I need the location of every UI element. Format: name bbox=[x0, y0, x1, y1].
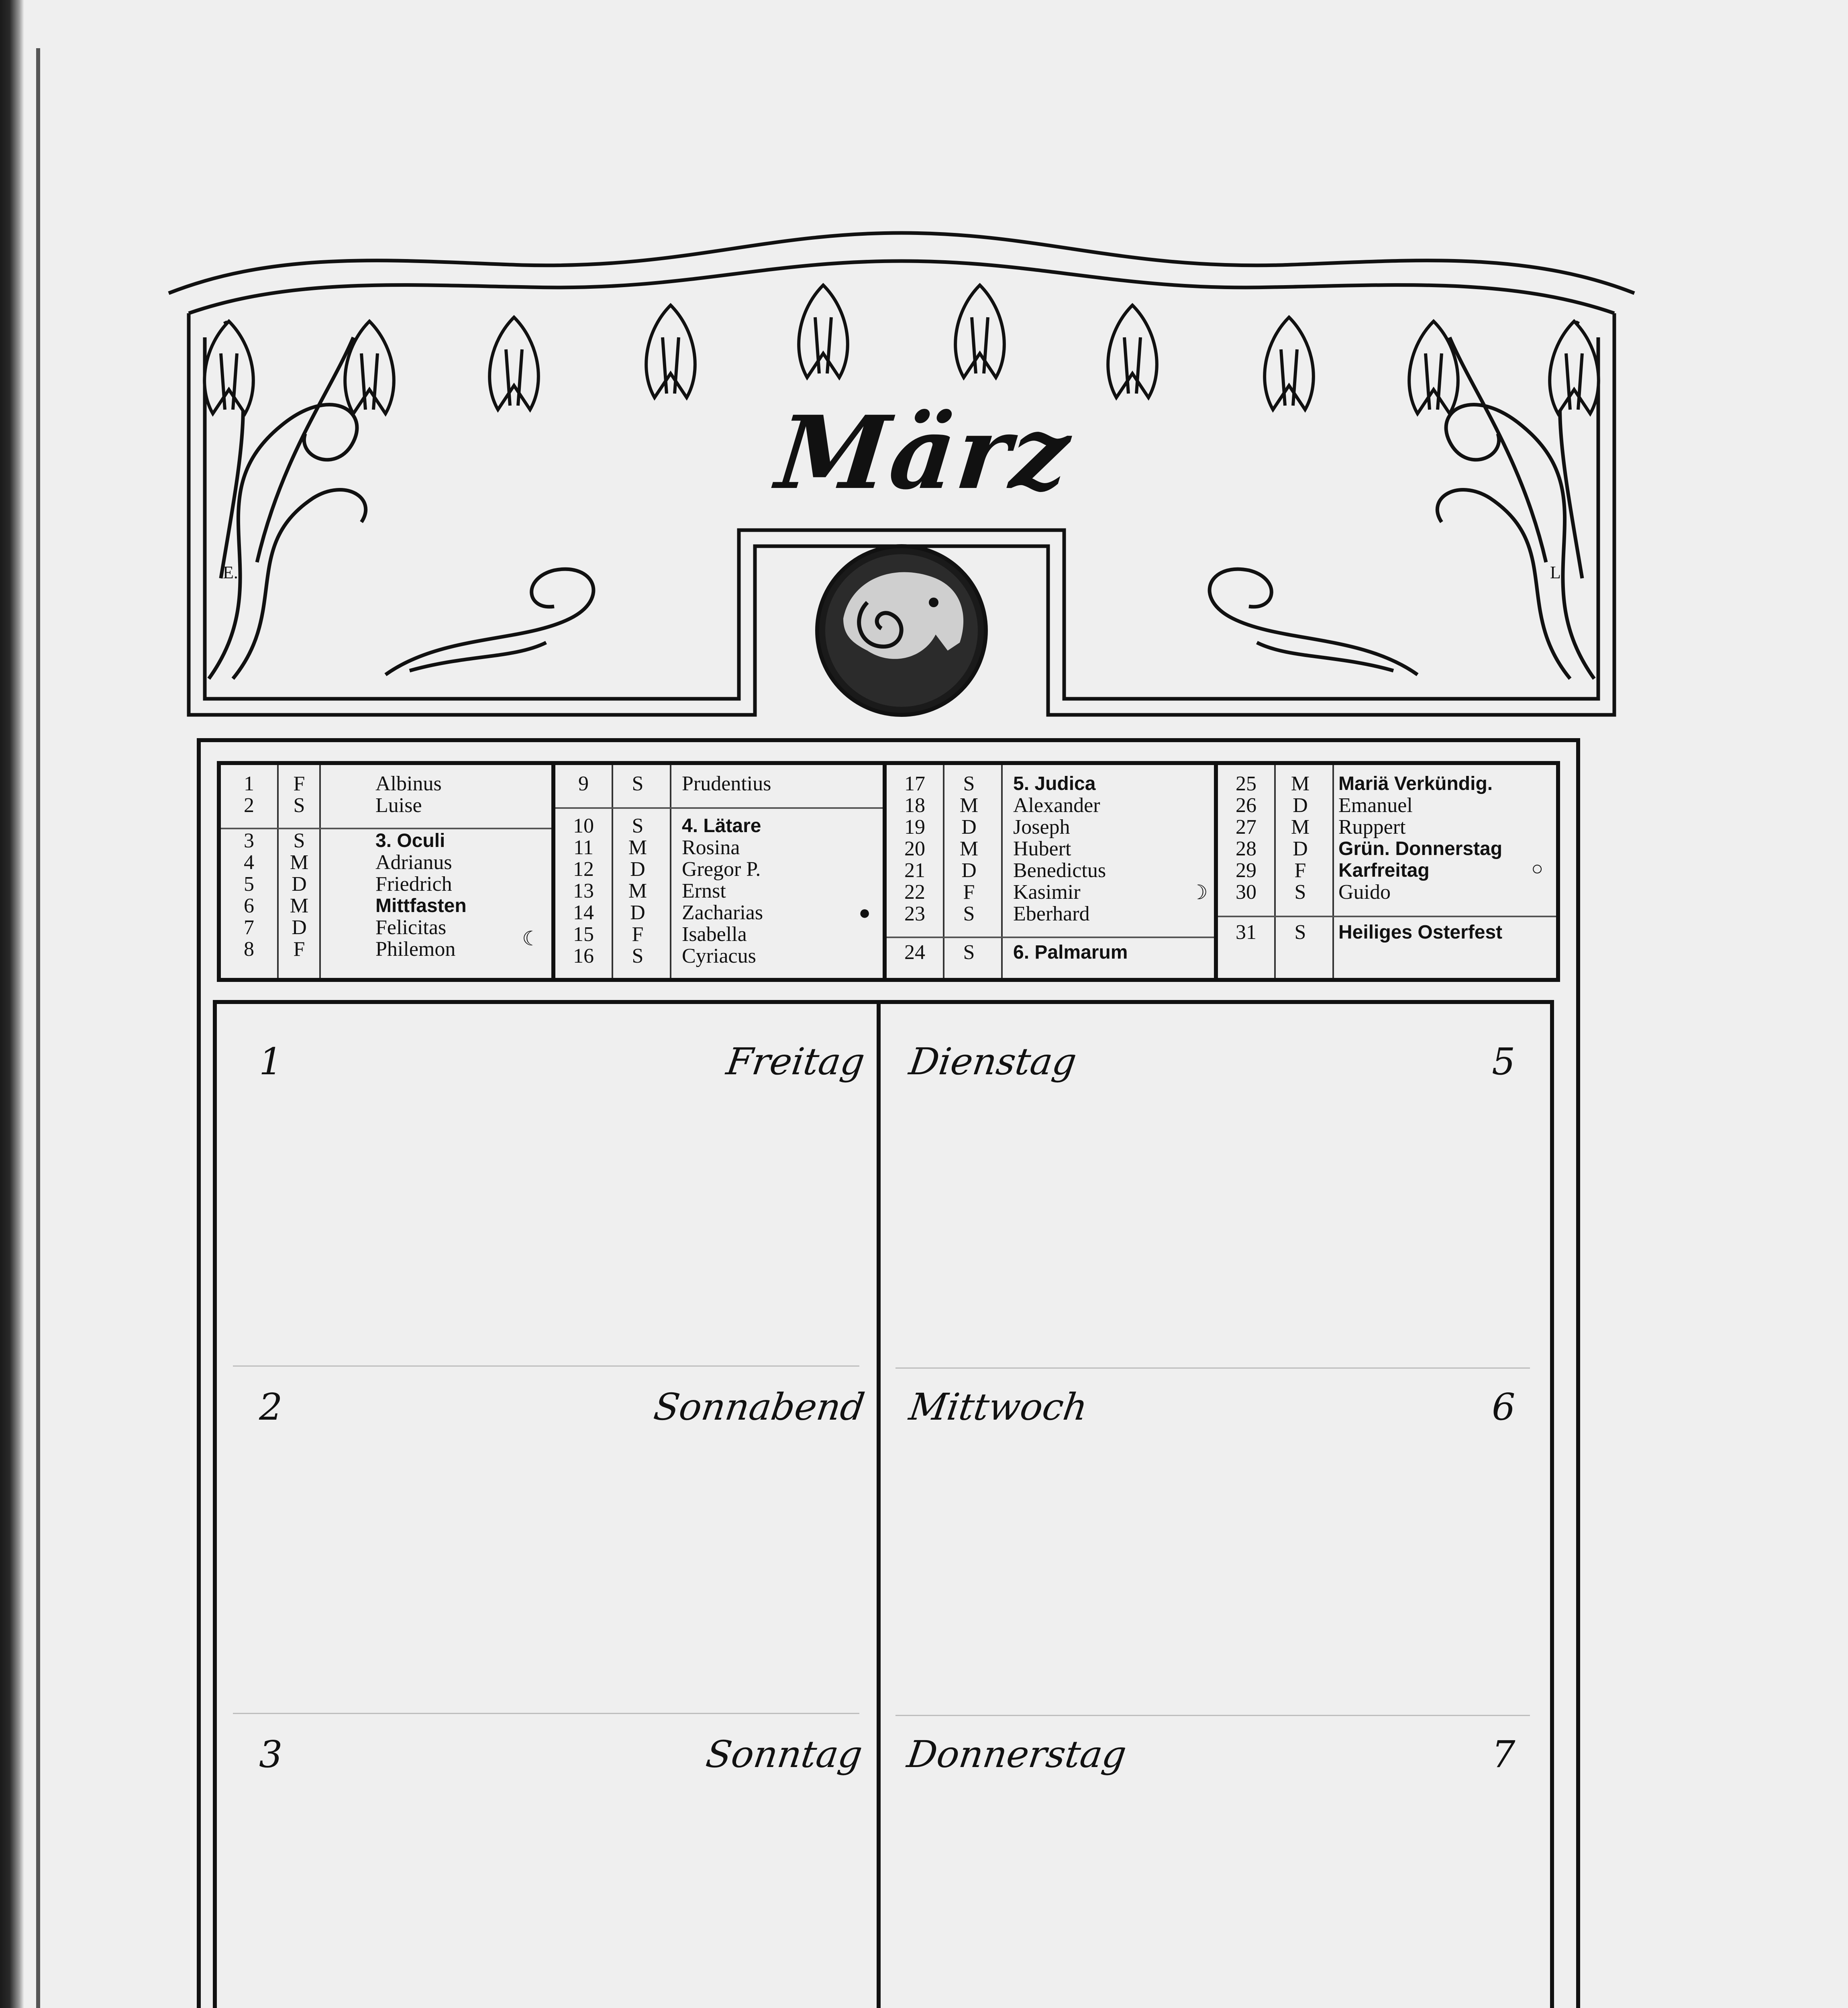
artist-initial-left: E. bbox=[223, 563, 238, 582]
day-separator bbox=[895, 1715, 1530, 1716]
saints-almanac-table bbox=[217, 761, 1560, 982]
almanac-row bbox=[555, 945, 883, 967]
almanac-row bbox=[555, 924, 883, 945]
almanac-date: 28 bbox=[1236, 837, 1256, 860]
almanac-row bbox=[221, 895, 551, 917]
almanac-date: 30 bbox=[1236, 881, 1256, 904]
almanac-saint-name: Adrianus bbox=[375, 851, 452, 874]
almanac-row bbox=[887, 773, 1214, 795]
almanac-saint-name: Cyriacus bbox=[682, 945, 756, 967]
almanac-date: 16 bbox=[573, 945, 594, 967]
almanac-date: 31 bbox=[1236, 921, 1256, 944]
almanac-saint-name: Felicitas bbox=[375, 916, 447, 939]
almanac-saint-name: 5. Judica bbox=[1013, 773, 1096, 794]
almanac-saint-name: Prudentius bbox=[682, 772, 771, 795]
almanac-saint-name: Joseph bbox=[1013, 816, 1070, 839]
almanac-date: 9 bbox=[578, 772, 589, 795]
almanac-divider bbox=[551, 765, 555, 978]
almanac-date: 20 bbox=[904, 837, 925, 860]
almanac-saint-name: Karfreitag bbox=[1338, 860, 1430, 881]
almanac-column-4 bbox=[1218, 765, 1556, 978]
almanac-date: 12 bbox=[573, 858, 594, 881]
almanac-row bbox=[887, 816, 1214, 838]
almanac-row bbox=[1218, 860, 1556, 882]
almanac-date: 24 bbox=[904, 941, 925, 964]
almanac-weekday: S bbox=[963, 941, 975, 964]
almanac-row bbox=[887, 795, 1214, 816]
almanac-row bbox=[1218, 816, 1556, 838]
almanac-row bbox=[221, 795, 551, 816]
day-separator bbox=[895, 1367, 1530, 1369]
almanac-date: 6 bbox=[244, 894, 254, 917]
day-name: Sonntag bbox=[703, 1733, 865, 1776]
almanac-saint-name: Hubert bbox=[1013, 837, 1071, 860]
almanac-saint-name: Alexander bbox=[1013, 794, 1100, 817]
almanac-weekday: S bbox=[293, 794, 305, 817]
month-title: März bbox=[771, 394, 1077, 512]
almanac-weekday: D bbox=[292, 873, 307, 896]
almanac-weekday: M bbox=[1291, 772, 1310, 795]
almanac-weekday: S bbox=[632, 945, 644, 967]
almanac-date: 29 bbox=[1236, 859, 1256, 882]
almanac-weekday: F bbox=[632, 923, 644, 946]
almanac-weekday: F bbox=[293, 938, 305, 961]
almanac-row bbox=[555, 859, 883, 880]
almanac-row bbox=[555, 773, 883, 795]
almanac-weekday: M bbox=[959, 794, 979, 817]
almanac-date: 7 bbox=[244, 916, 254, 939]
almanac-saint-name: Mariä Verkündig. bbox=[1338, 773, 1493, 794]
almanac-date: 19 bbox=[904, 816, 925, 839]
almanac-row bbox=[221, 873, 551, 895]
almanac-date: 13 bbox=[573, 880, 594, 902]
almanac-date: 10 bbox=[573, 814, 594, 837]
almanac-saint-name: Ernst bbox=[682, 880, 726, 902]
scan-edge-line bbox=[36, 48, 40, 2008]
day-number: 3 bbox=[259, 1733, 283, 1776]
day-number: 7 bbox=[1492, 1733, 1516, 1776]
aries-medallion-icon bbox=[817, 546, 986, 715]
almanac-row bbox=[887, 942, 1214, 963]
almanac-saint-name: Heiliges Osterfest bbox=[1338, 922, 1503, 943]
almanac-weekday: S bbox=[963, 902, 975, 925]
almanac-date: 21 bbox=[904, 859, 925, 882]
almanac-column-3 bbox=[887, 765, 1214, 978]
almanac-weekday: F bbox=[1294, 859, 1306, 882]
scan-edge-shadow bbox=[0, 0, 24, 2008]
almanac-saint-name: 4. Lätare bbox=[682, 815, 761, 837]
almanac-date: 17 bbox=[904, 772, 925, 795]
almanac-date: 5 bbox=[244, 873, 254, 896]
day-separator bbox=[233, 1365, 859, 1367]
moon-first-quarter-icon: ☽ bbox=[1190, 881, 1208, 904]
almanac-saint-name: Ruppert bbox=[1338, 816, 1406, 839]
almanac-row bbox=[887, 838, 1214, 860]
almanac-saint-name: Benedictus bbox=[1013, 859, 1106, 882]
almanac-weekday: S bbox=[963, 772, 975, 795]
almanac-weekday: F bbox=[293, 772, 305, 795]
almanac-weekday: M bbox=[628, 836, 647, 859]
day-name: Sonnabend bbox=[651, 1386, 867, 1428]
almanac-column-2 bbox=[555, 765, 883, 978]
day-notes-grid bbox=[213, 1000, 1554, 2008]
day-name: Freitag bbox=[724, 1040, 867, 1083]
moon-new-icon: ● bbox=[859, 901, 871, 924]
almanac-date: 1 bbox=[244, 772, 254, 795]
almanac-weekday: M bbox=[1291, 816, 1310, 839]
almanac-weekday: D bbox=[961, 859, 977, 882]
almanac-saint-name: Kasimir bbox=[1013, 881, 1081, 904]
almanac-row bbox=[221, 852, 551, 873]
almanac-divider bbox=[1214, 765, 1218, 978]
almanac-saint-name: Gregor P. bbox=[682, 858, 761, 881]
day-separator bbox=[233, 1713, 859, 1714]
almanac-saint-name: 6. Palmarum bbox=[1013, 942, 1128, 963]
almanac-saint-name: Emanuel bbox=[1338, 794, 1413, 817]
day-name: Mittwoch bbox=[906, 1386, 1091, 1428]
almanac-column-1 bbox=[221, 765, 551, 978]
almanac-row bbox=[887, 903, 1214, 925]
almanac-row bbox=[221, 939, 551, 960]
almanac-saint-name: Luise bbox=[375, 794, 422, 817]
day-number: 1 bbox=[259, 1040, 283, 1083]
day-grid-divider bbox=[877, 1000, 881, 2008]
almanac-date: 8 bbox=[244, 938, 254, 961]
almanac-saint-name: Grün. Donnerstag bbox=[1338, 838, 1503, 859]
day-name: Dienstag bbox=[906, 1040, 1079, 1083]
day-number: 6 bbox=[1492, 1386, 1516, 1428]
moon-last-quarter-icon: ☾ bbox=[522, 927, 540, 950]
almanac-date: 27 bbox=[1236, 816, 1256, 839]
almanac-date: 22 bbox=[904, 881, 925, 904]
almanac-weekday: M bbox=[628, 880, 647, 902]
almanac-saint-name: Isabella bbox=[682, 923, 747, 946]
almanac-weekday: M bbox=[959, 837, 979, 860]
almanac-row bbox=[221, 917, 551, 939]
almanac-weekday: D bbox=[630, 858, 645, 881]
almanac-date: 11 bbox=[573, 836, 594, 859]
almanac-weekday: S bbox=[293, 829, 305, 852]
almanac-saint-name: Zacharias bbox=[682, 901, 763, 924]
almanac-saint-name: Rosina bbox=[682, 836, 740, 859]
moon-full-icon: ○ bbox=[1531, 857, 1544, 880]
artist-initial-right: L. bbox=[1550, 563, 1565, 582]
almanac-saint-name: Friedrich bbox=[375, 873, 452, 896]
day-number: 2 bbox=[259, 1386, 283, 1428]
almanac-row bbox=[1218, 922, 1556, 943]
almanac-date: 3 bbox=[244, 829, 254, 852]
almanac-row bbox=[1218, 795, 1556, 816]
almanac-row bbox=[887, 882, 1214, 903]
almanac-row bbox=[555, 880, 883, 902]
almanac-date: 4 bbox=[244, 851, 254, 874]
almanac-weekday: D bbox=[630, 901, 645, 924]
almanac-weekday: D bbox=[1293, 837, 1308, 860]
almanac-saint-name: Albinus bbox=[375, 772, 442, 795]
almanac-date: 26 bbox=[1236, 794, 1256, 817]
almanac-saint-name: Mittfasten bbox=[375, 895, 467, 916]
almanac-date: 2 bbox=[244, 794, 254, 817]
almanac-date: 25 bbox=[1236, 772, 1256, 795]
almanac-row bbox=[887, 860, 1214, 882]
almanac-saint-name: Philemon bbox=[375, 938, 456, 961]
almanac-weekday: F bbox=[963, 881, 975, 904]
almanac-row bbox=[555, 902, 883, 924]
almanac-date: 15 bbox=[573, 923, 594, 946]
almanac-row bbox=[555, 837, 883, 859]
almanac-weekday: D bbox=[292, 916, 307, 939]
almanac-row bbox=[221, 830, 551, 852]
almanac-weekday: S bbox=[632, 772, 644, 795]
almanac-weekday: M bbox=[290, 894, 309, 917]
almanac-weekday: D bbox=[961, 816, 977, 839]
almanac-row bbox=[1218, 882, 1556, 903]
almanac-weekday: S bbox=[1294, 881, 1306, 904]
almanac-date: 14 bbox=[573, 901, 594, 924]
almanac-weekday: S bbox=[1294, 921, 1306, 944]
almanac-saint-name: Eberhard bbox=[1013, 902, 1090, 925]
almanac-row bbox=[1218, 838, 1556, 860]
almanac-saint-name: 3. Oculi bbox=[375, 830, 445, 851]
almanac-divider bbox=[883, 765, 887, 978]
almanac-saint-name: Guido bbox=[1338, 881, 1391, 904]
almanac-row bbox=[1218, 773, 1556, 795]
almanac-weekday: D bbox=[1293, 794, 1308, 817]
almanac-date: 23 bbox=[904, 902, 925, 925]
almanac-row bbox=[555, 815, 883, 837]
almanac-weekday: M bbox=[290, 851, 309, 874]
almanac-weekday: S bbox=[632, 814, 644, 837]
almanac-row bbox=[221, 773, 551, 795]
day-name: Donnerstag bbox=[904, 1733, 1129, 1776]
day-number: 5 bbox=[1492, 1040, 1516, 1083]
almanac-date: 18 bbox=[904, 794, 925, 817]
